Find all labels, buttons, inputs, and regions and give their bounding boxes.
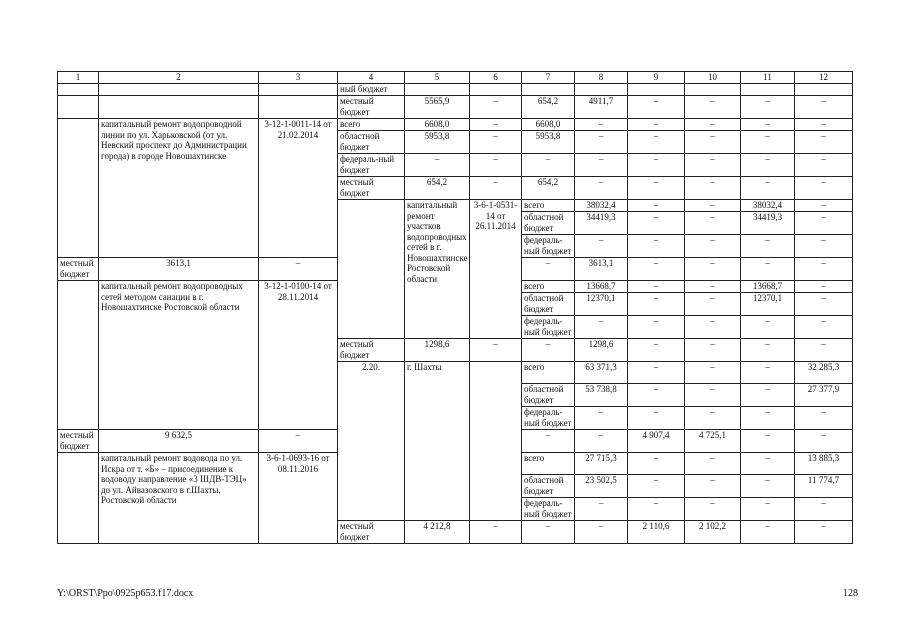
amount-cell: 34419,3 (575, 212, 628, 235)
column-number: 1 (58, 72, 99, 84)
amount-cell: 654,2 (522, 96, 575, 119)
amount-cell: – (628, 119, 685, 131)
amount-cell: – (795, 430, 853, 453)
budget-source-cell: местный бюджет (338, 96, 405, 119)
budget-source-cell: областной бюджет (522, 475, 575, 498)
amount-cell: – (795, 235, 853, 258)
item-number-cell (58, 84, 99, 96)
amount-cell: – (795, 177, 853, 200)
object-name-cell: капитальный ремонт водопроводных сетей методом санации в г. Новошахтинске Ростовской области (99, 281, 259, 430)
amount-cell: 4 907,4 (628, 430, 685, 453)
amount-cell: – (685, 293, 741, 316)
amount-cell (575, 84, 628, 96)
budget-source-cell: федераль-ный бюджет (522, 407, 575, 430)
amount-cell: – (628, 293, 685, 316)
amount-cell: 27 715,3 (575, 453, 628, 475)
amount-cell: – (685, 384, 741, 407)
object-name-cell: г. Шахты (405, 362, 470, 521)
amount-cell: – (470, 96, 522, 119)
amount-cell: – (628, 177, 685, 200)
column-number-row (58, 72, 853, 84)
budget-source-cell: местный бюджет (58, 258, 99, 281)
amount-cell: – (628, 407, 685, 430)
document-ref-cell (259, 96, 338, 119)
budget-source-cell: всего (522, 200, 575, 212)
object-name-cell: капитальный ремонт водопроводной линии по ул. Харьковской (от ул. Невский проспект до Администрации города) в городе Новошахтинске (99, 119, 259, 258)
amount-cell: 13668,7 (741, 281, 795, 293)
amount-cell: – (741, 131, 795, 154)
budget-source-cell: ный бюджет (338, 84, 405, 96)
amount-cell: – (685, 281, 741, 293)
amount-cell: 53 738,8 (575, 384, 628, 407)
footer-file-path: Y:\ORST\Ppo\0925p653.f17.docx (57, 588, 194, 599)
amount-cell: – (741, 475, 795, 498)
amount-cell: – (795, 96, 853, 119)
amount-cell: – (522, 339, 575, 362)
amount-cell: 3613,1 (575, 258, 628, 281)
amount-cell: – (470, 119, 522, 131)
amount-cell: – (575, 521, 628, 544)
column-number: 4 (338, 72, 405, 84)
amount-cell: – (628, 154, 685, 177)
amount-cell: 11 774,7 (795, 475, 853, 498)
amount-cell: – (741, 453, 795, 475)
amount-cell: 2 110,6 (628, 521, 685, 544)
amount-cell: – (741, 96, 795, 119)
table-row (58, 96, 853, 119)
amount-cell: – (795, 131, 853, 154)
amount-cell: – (628, 498, 685, 521)
budget-source-cell: местный бюджет (338, 339, 405, 362)
amount-cell: – (522, 430, 575, 453)
amount-cell: 5953,8 (405, 131, 470, 154)
document-ref-cell (259, 84, 338, 96)
amount-cell: – (741, 362, 795, 384)
amount-cell: – (741, 119, 795, 131)
amount-cell: – (575, 177, 628, 200)
column-number: 9 (628, 72, 685, 84)
amount-cell: – (685, 212, 741, 235)
amount-cell (522, 84, 575, 96)
amount-cell: – (795, 407, 853, 430)
amount-cell: – (628, 384, 685, 407)
amount-cell: – (685, 154, 741, 177)
document-ref-cell: 3-6-1-0531-14 от 26.11.2014 (470, 200, 522, 339)
amount-cell: – (685, 362, 741, 384)
object-name-cell: капитальный ремонт водовода по ул. Искра от т. «Б» – присоединение к водоводу направление «3 ШДВ-ТЭЦ» до ул. Айвазовского в г.Шахты, Ростовской области (99, 453, 259, 544)
amount-cell: – (259, 430, 338, 453)
amount-cell: – (795, 258, 853, 281)
amount-cell: – (628, 316, 685, 339)
object-name-cell: капитальный ремонт участков водопроводных сетей в г. Новошахтинске Ростовской области (405, 200, 470, 339)
document-ref-cell: 3-6-1-0693-16 от 08.11.2016 (259, 453, 338, 544)
amount-cell: 12370,1 (575, 293, 628, 316)
amount-cell: 4 212,8 (405, 521, 470, 544)
amount-cell: – (575, 498, 628, 521)
column-number: 12 (795, 72, 853, 84)
amount-cell: 4 725,1 (685, 430, 741, 453)
amount-cell: 13 885,3 (795, 453, 853, 475)
amount-cell: – (685, 200, 741, 212)
budget-source-cell: областной бюджет (522, 293, 575, 316)
amount-cell: – (685, 316, 741, 339)
amount-cell: – (741, 384, 795, 407)
amount-cell: – (741, 154, 795, 177)
amount-cell: 4911,7 (575, 96, 628, 119)
amount-cell: 9 632,5 (99, 430, 259, 453)
amount-cell: – (685, 131, 741, 154)
amount-cell: – (795, 316, 853, 339)
object-name-cell (99, 96, 259, 119)
amount-cell (470, 84, 522, 96)
amount-cell: – (575, 235, 628, 258)
amount-cell: 6608,0 (522, 119, 575, 131)
amount-cell: – (741, 498, 795, 521)
amount-cell (685, 84, 741, 96)
amount-cell: – (470, 154, 522, 177)
amount-cell: – (741, 430, 795, 453)
budget-source-cell: всего (522, 281, 575, 293)
amount-cell: 654,2 (405, 177, 470, 200)
amount-cell: 1298,6 (575, 339, 628, 362)
amount-cell: – (575, 131, 628, 154)
amount-cell: – (795, 200, 853, 212)
object-name-cell (99, 84, 259, 96)
amount-cell: 13668,7 (575, 281, 628, 293)
amount-cell: 63 371,3 (575, 362, 628, 384)
amount-cell: – (575, 154, 628, 177)
amount-cell: – (795, 339, 853, 362)
column-number: 2 (99, 72, 259, 84)
document-ref-cell: 3-12-1-0100-14 от 28.11.2014 (259, 281, 338, 430)
amount-cell: – (628, 200, 685, 212)
amount-cell: 654,2 (522, 177, 575, 200)
document-ref-cell: 3-12-1-0011-14 от 21.02.2014 (259, 119, 338, 258)
amount-cell: – (795, 498, 853, 521)
amount-cell: – (628, 281, 685, 293)
budget-source-cell: областной бюджет (338, 131, 405, 154)
column-number: 8 (575, 72, 628, 84)
amount-cell: – (628, 212, 685, 235)
amount-cell: – (741, 521, 795, 544)
item-number-cell: 2.20. (338, 362, 405, 521)
amount-cell: – (685, 339, 741, 362)
amount-cell: – (470, 521, 522, 544)
amount-cell: 6608,0 (405, 119, 470, 131)
amount-cell: – (470, 339, 522, 362)
budget-source-cell: местный бюджет (338, 177, 405, 200)
amount-cell: – (628, 258, 685, 281)
column-number: 3 (259, 72, 338, 84)
amount-cell: – (575, 316, 628, 339)
amount-cell: – (685, 96, 741, 119)
amount-cell: – (628, 96, 685, 119)
amount-cell: – (741, 407, 795, 430)
amount-cell: – (795, 119, 853, 131)
amount-cell: – (685, 177, 741, 200)
amount-cell: – (628, 362, 685, 384)
amount-cell: – (795, 154, 853, 177)
amount-cell: – (795, 281, 853, 293)
amount-cell: – (795, 212, 853, 235)
amount-cell: – (522, 258, 575, 281)
amount-cell (405, 84, 470, 96)
amount-cell: – (685, 235, 741, 258)
budget-source-cell: местный бюджет (58, 430, 99, 453)
item-number-cell (58, 96, 99, 119)
amount-cell: 38032,4 (741, 200, 795, 212)
amount-cell: – (685, 475, 741, 498)
amount-cell: – (628, 235, 685, 258)
table-body (58, 72, 853, 544)
amount-cell: – (470, 177, 522, 200)
amount-cell: – (575, 430, 628, 453)
amount-cell: – (575, 407, 628, 430)
budget-source-cell: местный бюджет (338, 521, 405, 544)
amount-cell: 1298,6 (405, 339, 470, 362)
item-number-cell (58, 453, 99, 544)
amount-cell: 5953,8 (522, 131, 575, 154)
amount-cell: – (628, 475, 685, 498)
item-number-cell (338, 200, 405, 339)
column-number: 10 (685, 72, 741, 84)
amount-cell: – (259, 258, 338, 281)
amount-cell: 5565,9 (405, 96, 470, 119)
amount-cell: 2 102,2 (685, 521, 741, 544)
budget-source-cell: всего (338, 119, 405, 131)
amount-cell: 27 377,9 (795, 384, 853, 407)
budget-source-cell: областной бюджет (522, 384, 575, 407)
item-number-cell (58, 119, 99, 258)
column-number: 6 (470, 72, 522, 84)
amount-cell: 32 285,3 (795, 362, 853, 384)
column-number: 11 (741, 72, 795, 84)
amount-cell: – (741, 258, 795, 281)
amount-cell (741, 84, 795, 96)
amount-cell: – (685, 407, 741, 430)
budget-source-cell: федераль-ный бюджет (522, 498, 575, 521)
budget-source-cell: федераль-ный бюджет (522, 316, 575, 339)
amount-cell: – (628, 339, 685, 362)
amount-cell: – (685, 498, 741, 521)
budget-source-cell: всего (522, 453, 575, 475)
amount-cell: – (741, 177, 795, 200)
column-number: 7 (522, 72, 575, 84)
amount-cell: – (470, 131, 522, 154)
amount-cell: – (685, 453, 741, 475)
amount-cell: 38032,4 (575, 200, 628, 212)
amount-cell: – (405, 154, 470, 177)
amount-cell: – (628, 453, 685, 475)
amount-cell: – (741, 339, 795, 362)
budget-source-cell: федераль-ный бюджет (522, 235, 575, 258)
amount-cell: – (628, 131, 685, 154)
amount-cell (628, 84, 685, 96)
budget-source-cell: областной бюджет (522, 212, 575, 235)
table-row (58, 84, 853, 96)
amount-cell: 34419,3 (741, 212, 795, 235)
amount-cell: 3613,1 (99, 258, 259, 281)
amount-cell: – (741, 235, 795, 258)
amount-cell: – (795, 293, 853, 316)
budget-source-cell: всего (522, 362, 575, 384)
amount-cell: – (522, 521, 575, 544)
amount-cell: – (575, 119, 628, 131)
amount-cell: 23 502,5 (575, 475, 628, 498)
document-ref-cell (470, 362, 522, 521)
amount-cell: – (685, 119, 741, 131)
amount-cell: – (522, 154, 575, 177)
footer-page-number: 128 (843, 588, 858, 599)
amount-cell (795, 84, 853, 96)
amount-cell: 12370,1 (741, 293, 795, 316)
amount-cell: – (685, 258, 741, 281)
budget-table (57, 71, 853, 544)
table-row (58, 119, 853, 131)
amount-cell: – (795, 521, 853, 544)
item-number-cell (58, 281, 99, 430)
amount-cell: – (741, 316, 795, 339)
budget-source-cell: федераль-ный бюджет (338, 154, 405, 177)
column-number: 5 (405, 72, 470, 84)
